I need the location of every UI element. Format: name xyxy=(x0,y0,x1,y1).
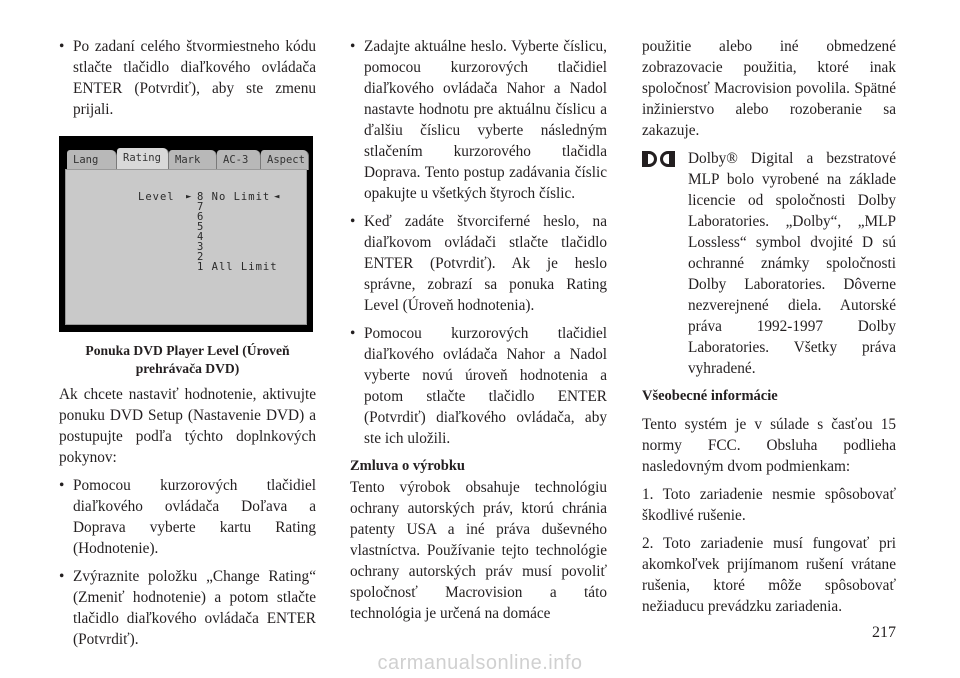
bullet-text: Po zadaní celého štvormiestneho kódu stlačte tlačidlo diaľkového ovládača ENTER (Potvrdiť), aby ste zmenu prijali. xyxy=(73,38,316,118)
level-6: 6 xyxy=(197,211,205,223)
dolby-text: Dolby® Digital a bezstratové MLP bolo vyrobené na základe licencie od spoločnosti Dolby Laboratories. „Dolby“, „MLP Lossless“ symbol dvojité D sú ochranné známky spoločnosti Dolby Laboratories. Dôverne nezverejnené diela. Autorské práva 1992-1997 Dolby Laboratories. Všetky práva vyhradené. xyxy=(688,150,896,377)
bullet-item xyxy=(59,475,316,559)
level-7: 7 xyxy=(197,201,205,213)
bullet-dot: • xyxy=(59,38,65,55)
general-paragraph: Tento systém je v súlade s časťou 15 normy FCC. Obsluha podlieha nasledovným dvom podmienkam: xyxy=(642,416,896,475)
bullet-item xyxy=(350,211,607,316)
contract-continuation: použitie alebo iné obmedzené zobrazovacie použitia, ktoré inak spoločnosť Macrovision povolila. Spätné inžinierstvo alebo rozoberanie sa zakazuje. xyxy=(642,38,896,139)
level-4: 4 xyxy=(197,231,205,243)
bullet-dot: • xyxy=(350,213,356,230)
column-right xyxy=(642,36,896,624)
level-2: 2 xyxy=(197,251,205,263)
bullet-dot: • xyxy=(59,568,65,585)
bullet-text: Pomocou kurzorových tlačidiel diaľkového ovládača Nahor a Nadol vyberte novú úroveň hodnotenia a potom stlačte tlačidlo ENTER (Potvrdiť) diaľkového ovládača, aby ste ich uložili. xyxy=(364,325,607,447)
intro-paragraph: Ak chcete nastaviť hodnotenie, aktivujte ponuku DVD Setup (Nastavenie DVD) a postupujte podľa týchto doplnkových pokynov: xyxy=(59,386,316,466)
level-1: 1 All Limit xyxy=(197,261,278,273)
bullet-text: Keď zadáte štvorciferné heslo, na diaľkovom ovládači stlačte tlačidlo ENTER (Potvrdiť). Ak je heslo správne, zobrazí sa ponuka Rating Level (Úroveň hodnotenia). xyxy=(364,213,607,314)
column-middle xyxy=(350,36,607,631)
bullet-text: Zadajte aktuálne heslo. Vyberte číslicu, pomocou kurzorových tlačidiel diaľkového ovládača Nahor a Nadol nastavte hodnotu pre aktuálnu číslicu a ďalšiu číslicu vyberte následným stlačením kurzorového tlačidla Doprava. Tento postup zadávania číslic opakujte u všetkých štyroch číslic. xyxy=(364,38,607,202)
level-8: 8 No Limit xyxy=(197,191,271,203)
rating-panel xyxy=(65,169,307,325)
contract-paragraph: Tento výrobok obsahuje technológiu ochrany autorských práv, ktorú chránia patenty USA a iné práva duševného vlastníctva. Používanie tejto technológie ochrany autorských práv musí povoliť spoločnosť Macrovision a táto technológia je určená na domáce xyxy=(350,479,607,622)
tab-rating: Rating xyxy=(117,148,169,170)
level-label: Level xyxy=(138,191,175,203)
arrow-left-icon: ◄ xyxy=(274,192,281,202)
column-left xyxy=(59,36,316,657)
figure-caption: Ponuka DVD Player Level (Úroveň prehrávača DVD) xyxy=(85,343,290,376)
dolby-double-d-icon xyxy=(642,151,676,167)
bullet-text: Pomocou kurzorových tlačidiel diaľkového ovládača Doľava a Doprava vyberte kartu Rating (Hodnotenie). xyxy=(73,477,316,557)
bullet-item xyxy=(59,566,316,650)
section-heading: Všeobecné informácie xyxy=(642,388,778,404)
tab-lang: Lang xyxy=(67,150,117,170)
condition-2: 2. Toto zariadenie musí fungovať pri akomkoľvek prijímanom rušení vrátane rušenia, ktoré môže spôsobovať nežiaducu prevádzku zariadenia. xyxy=(642,535,896,615)
bullet-item xyxy=(59,36,316,120)
bullet-item xyxy=(350,36,607,204)
tab-ac3: AC-3 xyxy=(217,150,261,170)
tab-mark: Mark xyxy=(169,150,217,170)
condition-1: 1. Toto zariadenie nesmie spôsobovať škodlivé rušenie. xyxy=(642,486,896,524)
section-heading: Zmluva o výrobku xyxy=(350,458,465,474)
dolby-paragraph xyxy=(642,148,896,379)
bullet-dot: • xyxy=(350,325,356,342)
bullet-item xyxy=(350,323,607,449)
bullet-dot: • xyxy=(350,38,356,55)
watermark: carmanualsonline.info xyxy=(377,652,583,674)
level-3: 3 xyxy=(197,241,205,253)
dvd-menu-screenshot xyxy=(59,136,313,332)
tab-aspect: Aspect xyxy=(261,150,309,170)
page-number: 217 xyxy=(872,624,896,641)
arrow-right-icon: ► xyxy=(186,192,193,202)
bullet-text: Zvýraznite položku „Change Rating“ (Zmeniť hodnotenie) a potom stlačte tlačidlo diaľkového ovládača ENTER (Potvrdiť). xyxy=(73,568,316,648)
bullet-dot: • xyxy=(59,477,65,494)
level-5: 5 xyxy=(197,221,205,233)
